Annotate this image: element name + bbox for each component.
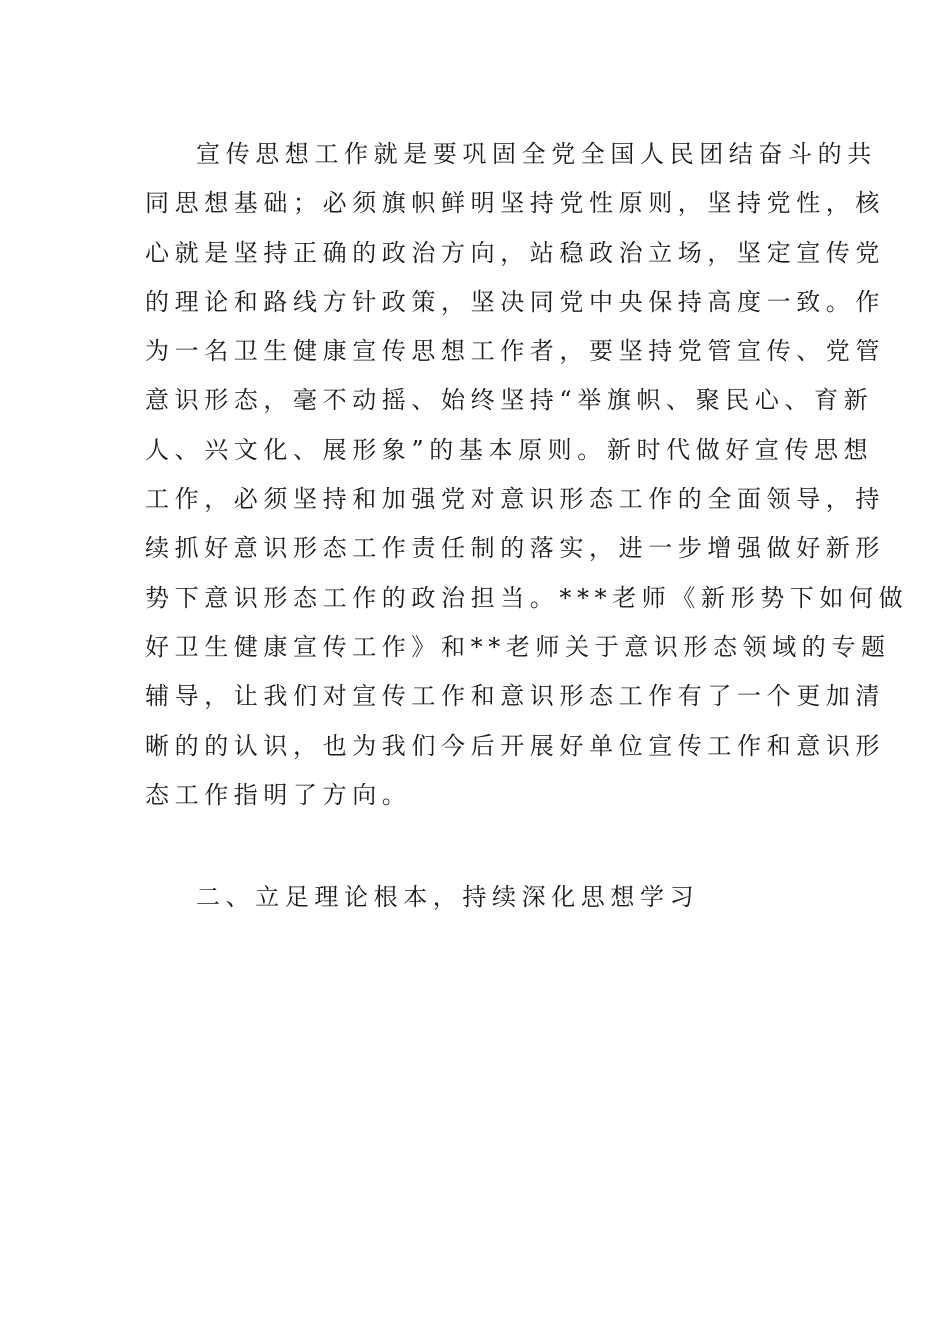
paragraph-line: 心就是坚持正确的政治方向，站稳政治立场，坚定宣传党 bbox=[145, 238, 885, 267]
section-heading: 二、立足理论根本，持续深化思想学习 bbox=[196, 883, 700, 911]
paragraph-line: 意识形态，毫不动摇、始终坚持“举旗帜、聚民心、育新 bbox=[145, 386, 874, 415]
paragraph-line: 的理论和路线方针政策，坚决同党中央保持高度一致。作 bbox=[145, 287, 885, 316]
paragraph-line: 宣传思想工作就是要巩固全党全国人民团结奋斗的共 bbox=[196, 140, 877, 168]
paragraph-line: 晰的的认识，也为我们今后开展好单位宣传工作和意识形 bbox=[145, 731, 885, 760]
paragraph-line: 为一名卫生健康宣传思想工作者，要坚持党管宣传、党管 bbox=[145, 337, 885, 366]
paragraph-line: 态工作指明了方向。 bbox=[145, 780, 412, 809]
paragraph-line: 好卫生健康宣传工作》和**老师关于意识形态领域的专题 bbox=[145, 632, 891, 661]
paragraph-line: 人、兴文化、展形象”的基本原则。新时代做好宣传思想 bbox=[145, 435, 874, 464]
paragraph-line: 辅导，让我们对宣传工作和意识形态工作有了一个更加清 bbox=[145, 682, 885, 711]
paragraph-line: 同思想基础；必须旗帜鲜明坚持党性原则，坚持党性，核 bbox=[145, 189, 885, 218]
paragraph-line: 势下意识形态工作的政治担当。***老师《新形势下如何做 bbox=[145, 583, 909, 612]
body-paragraph bbox=[145, 130, 909, 820]
paragraph-line: 续抓好意识形态工作责任制的落实，进一步增强做好新形 bbox=[145, 534, 885, 563]
paragraph-line: 工作，必须坚持和加强党对意识形态工作的全面领导，持 bbox=[145, 485, 885, 514]
